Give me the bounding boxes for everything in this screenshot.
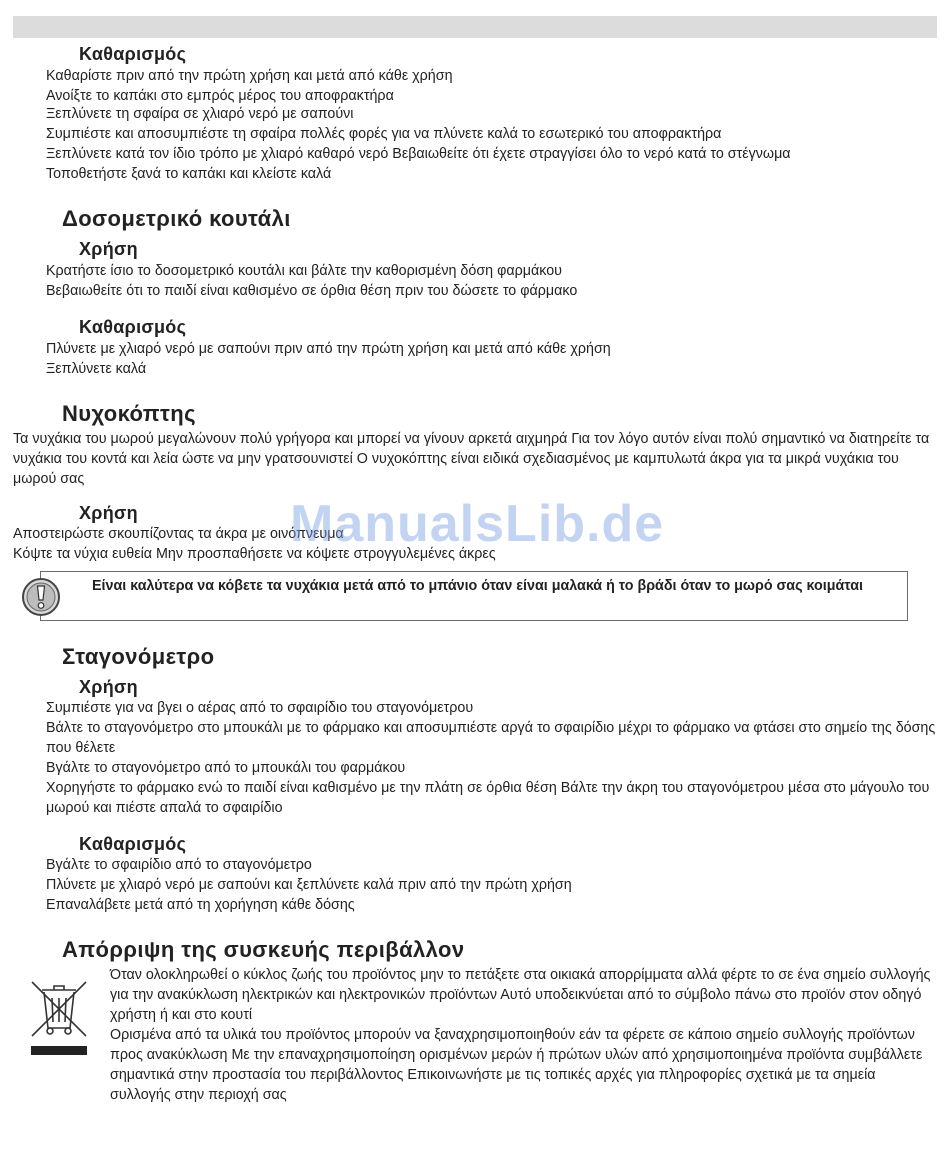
cleaning-line: Ανοίξτε το καπάκι στο εμπρός μέρος του αποφρακτήρα	[46, 88, 394, 104]
crossed-out-bin-icon	[28, 978, 90, 1056]
spoon-cleaning-line: Ξεπλύνετε καλά	[46, 361, 147, 377]
dropper-cleaning-line: Βγάλτε το σφαιρίδιο από το σταγονόμετρο	[46, 857, 312, 873]
spoon-use-line: Βεβαιωθείτε ότι το παιδί είναι καθισμένο σε όρθια θέση πριν του δώσετε το φάρμακο	[46, 283, 578, 299]
note-text: Είναι καλύτερα να κόβετε τα νυχάκια μετά από το μπάνιο όταν είναι μαλακά ή το βράδι όταν το μωρό σας κοιμάται	[92, 578, 863, 594]
cleaning-line: Τοποθετήστε ξανά το καπάκι και κλείστε καλά	[46, 166, 332, 182]
spoon-cleaning-line: Πλύνετε με χλιαρό νερό με σαπούνι πριν από την πρώτη χρήση και μετά από κάθε χρήση	[46, 341, 611, 357]
spoon-use-heading: Χρήση	[79, 239, 138, 259]
cleaning-line: Ξεπλύνετε τη σφαίρα σε χλιαρό νερό με σαπούνι	[46, 106, 354, 122]
cleaning-line: Συμπιέστε και αποσυμπιέστε τη σφαίρα πολλές φορές για να πλύνετε καλά το εσωτερικό του αποφρακτήρα	[46, 126, 722, 142]
cleaning-line: Καθαρίστε πριν από την πρώτη χρήση και μετά από κάθε χρήση	[46, 68, 453, 84]
dropper-cleaning-line: Πλύνετε με χλιαρό νερό με σαπούνι και ξεπλύνετε καλά πριν από την πρώτη χρήση	[46, 877, 572, 893]
dropper-use-line: Βγάλτε το σταγονόμετρο από το μπουκάλι του φαρμάκου	[46, 760, 406, 776]
dropper-use-line: Βάλτε το σταγονόμετρο στο μπουκάλι με το φάρμακο και αποσυμπιέστε αργά το σφαιρίδιο μέχρι το φάρμακο να φτάσει στο σημείο της δόσης που θέλετε	[46, 720, 936, 756]
disposal-paragraph: Όταν ολοκληρωθεί ο κύκλος ζωής του προϊόντος μην το πετάξετε στα οικιακά απορρίμματα αλλά φέρτε το σε ένα σημείο συλλογής για την ανακύκλωση ηλεκτρικών και ηλεκτρονικών προϊόντων Αυτό υποδεικνύεται από το σύμβολο πάνω στο προϊόν στον οδηγό χρήστη ή και στο κουτί	[110, 967, 931, 1023]
dropper-use-heading: Χρήση	[79, 677, 138, 697]
dropper-cleaning-heading: Καθαρισμός	[79, 834, 187, 854]
dropper-cleaning-line: Επαναλάβετε μετά από τη χορήγηση κάθε δόσης	[46, 897, 355, 913]
dropper-use-line: Συμπιέστε για να βγει ο αέρας από το σφαιρίδιο του σταγονόμετρου	[46, 700, 474, 716]
page-header-bar	[13, 16, 937, 38]
dropper-use-line: Χορηγήστε το φάρμακο ενώ το παιδί είναι καθισμένο με την πλάτη σε όρθια θέση Βάλτε την άκρη του σταγονόμετρου μέσα στο μάγουλο του μωρού και πιέστε απαλά το σφαιρίδιο	[46, 780, 930, 816]
nailclipper-use-line: Κόψτε τα νύχια ευθεία Μην προσπαθήσετε να κόψετε στρογγυλεμένες άκρες	[13, 546, 496, 562]
cleaning-heading: Καθαρισμός	[79, 44, 187, 64]
spoon-section-title: Δοσομετρικό κουτάλι	[62, 206, 291, 231]
nailclipper-intro: Τα νυχάκια του μωρού μεγαλώνουν πολύ γρήγορα και μπορεί να γίνουν αρκετά αιχμηρά Για τον λόγο αυτόν είναι πολύ σημαντικό να διατηρείτε τα νυχάκια του κοντά και λεία ώστε να μην γρατσουνιστεί Ο νυχοκόπτης είναι ειδικά σχεδιασμένος με καμπυλωτά άκρα για τα μικρά νυχάκια του μωρού σας	[13, 431, 930, 487]
nailclipper-section-title: Νυχοκόπτης	[62, 401, 196, 426]
dropper-section-title: Σταγονόμετρο	[62, 644, 215, 669]
nailclipper-use-heading: Χρήση	[79, 503, 138, 523]
spoon-cleaning-heading: Καθαρισμός	[79, 317, 187, 337]
watermark: ManualsLib.de	[290, 495, 665, 553]
disposal-paragraph: Ορισμένα από τα υλικά του προϊόντος μπορούν να ξαναχρησιμοποιηθούν εάν τα φέρετε σε κάποιο σημείο συλλογής προϊόντων προς ανακύκλωση Με την επαναχρησιμοποίηση ορισμένων μερών ή πρώτων υλών από χρησιμοποιημένα προϊόντα συμβάλλετε σημαντικά στην προστασία του περιβάλλοντος Επικοινωνήστε με τις τοπικές αρχές για πληροφορίες σχετικά με τα σημεία συλλογής στην περιοχή σας	[110, 1027, 923, 1103]
cleaning-line: Ξεπλύνετε κατά τον ίδιο τρόπο με χλιαρό καθαρό νερό Βεβαιωθείτε ότι έχετε στραγγίσει όλο το νερό κατά το στέγνωμα	[46, 146, 791, 162]
spoon-use-line: Κρατήστε ίσιο το δοσομετρικό κουτάλι και βάλτε την καθορισμένη δόση φαρμάκου	[46, 263, 562, 279]
nailclipper-use-line: Αποστειρώστε σκουπίζοντας τα άκρα με οινόπνευμα	[13, 526, 344, 542]
caution-exclamation-icon	[21, 577, 61, 617]
disposal-section-title: Απόρριψη της συσκευής περιβάλλον	[62, 937, 465, 962]
